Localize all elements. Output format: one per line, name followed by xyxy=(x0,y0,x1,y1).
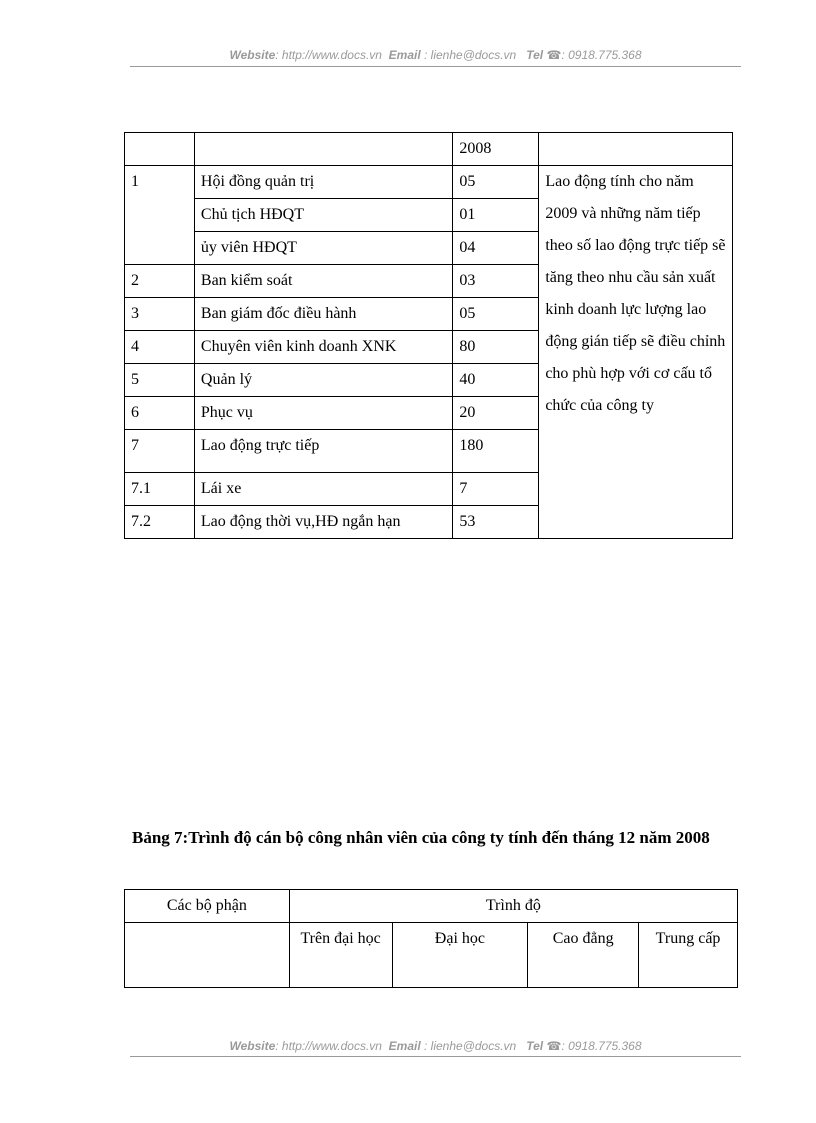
tel-value: : 0918.775.368 xyxy=(561,48,642,62)
row-no: 5 xyxy=(125,364,195,397)
level-college: Cao đẳng xyxy=(528,923,639,988)
phone-icon: ☎ xyxy=(546,1039,562,1053)
header-cell-empty xyxy=(194,133,453,166)
phone-icon: ☎ xyxy=(546,48,562,62)
row-no: 1 xyxy=(125,166,195,265)
website-label: Website xyxy=(229,1039,276,1053)
row-name: Ban kiểm soát xyxy=(194,265,453,298)
header-level: Trình độ xyxy=(289,890,737,923)
level-university: Đại học xyxy=(392,923,528,988)
row-value: 40 xyxy=(453,364,539,397)
department-cell-empty xyxy=(125,923,290,988)
header-year: 2008 xyxy=(453,133,539,166)
row-value: 53 xyxy=(453,506,539,539)
row-name: Phục vụ xyxy=(194,397,453,430)
row-name: ủy viên HĐQT xyxy=(194,232,453,265)
row-no: 4 xyxy=(125,331,195,364)
email-value: : lienhe@docs.vn xyxy=(424,48,517,62)
staff-table xyxy=(124,132,733,539)
row-value: 80 xyxy=(453,331,539,364)
row-value: 03 xyxy=(453,265,539,298)
row-value: 05 xyxy=(453,298,539,331)
row-no: 3 xyxy=(125,298,195,331)
row-value: 7 xyxy=(453,473,539,506)
tel-label: Tel xyxy=(526,1039,544,1053)
row-no: 2 xyxy=(125,265,195,298)
row-name: Quản lý xyxy=(194,364,453,397)
footer-rule xyxy=(130,1056,741,1057)
website-value: : http://www.docs.vn xyxy=(275,48,382,62)
email-value: : lienhe@docs.vn xyxy=(424,1039,517,1053)
row-name: Hội đồng quản trị xyxy=(194,166,453,199)
page-header xyxy=(130,48,741,62)
row-name: Lao động thời vụ,HĐ ngắn hạn xyxy=(194,506,453,539)
level-postgrad: Trên đại học xyxy=(289,923,392,988)
website-label: Website xyxy=(229,48,276,62)
row-name: Lao động trực tiếp xyxy=(194,430,453,473)
row-no: 7.2 xyxy=(125,506,195,539)
level-intermediate: Trung cấp xyxy=(639,923,738,988)
table-caption: Bảng 7:Trình độ cán bộ công nhân viên của công ty tính đến tháng 12 năm 2008 xyxy=(132,828,710,847)
row-no: 7.1 xyxy=(125,473,195,506)
row-value: 180 xyxy=(453,430,539,473)
row-name: Chủ tịch HĐQT xyxy=(194,199,453,232)
row-no: 6 xyxy=(125,397,195,430)
tel-label: Tel xyxy=(526,48,544,62)
email-label: Email xyxy=(388,1039,421,1053)
row-name: Chuyên viên kinh doanh XNK xyxy=(194,331,453,364)
header-cell-empty xyxy=(125,133,195,166)
row-value: 04 xyxy=(453,232,539,265)
row-name: Ban giám đốc điều hành xyxy=(194,298,453,331)
row-name: Lái xe xyxy=(194,473,453,506)
page-footer xyxy=(130,1039,741,1053)
row-value: 05 xyxy=(453,166,539,199)
row-value: 01 xyxy=(453,199,539,232)
qualification-table xyxy=(124,889,738,988)
email-label: Email xyxy=(388,48,421,62)
website-value: : http://www.docs.vn xyxy=(275,1039,382,1053)
row-value: 20 xyxy=(453,397,539,430)
row-no: 7 xyxy=(125,430,195,473)
header-departments: Các bộ phận xyxy=(125,890,290,923)
tel-value: : 0918.775.368 xyxy=(561,1039,642,1053)
note-cell: Lao động tính cho năm 2009 và những năm tiếp theo số lao động trực tiếp sẽ tăng theo nhu cầu sản xuất kinh doanh lực lượng lao động gián tiếp sẽ điều chỉnh cho phù hợp với cơ cấu tổ chức của công ty xyxy=(539,166,733,539)
header-rule xyxy=(130,66,741,67)
header-cell-empty xyxy=(539,133,733,166)
